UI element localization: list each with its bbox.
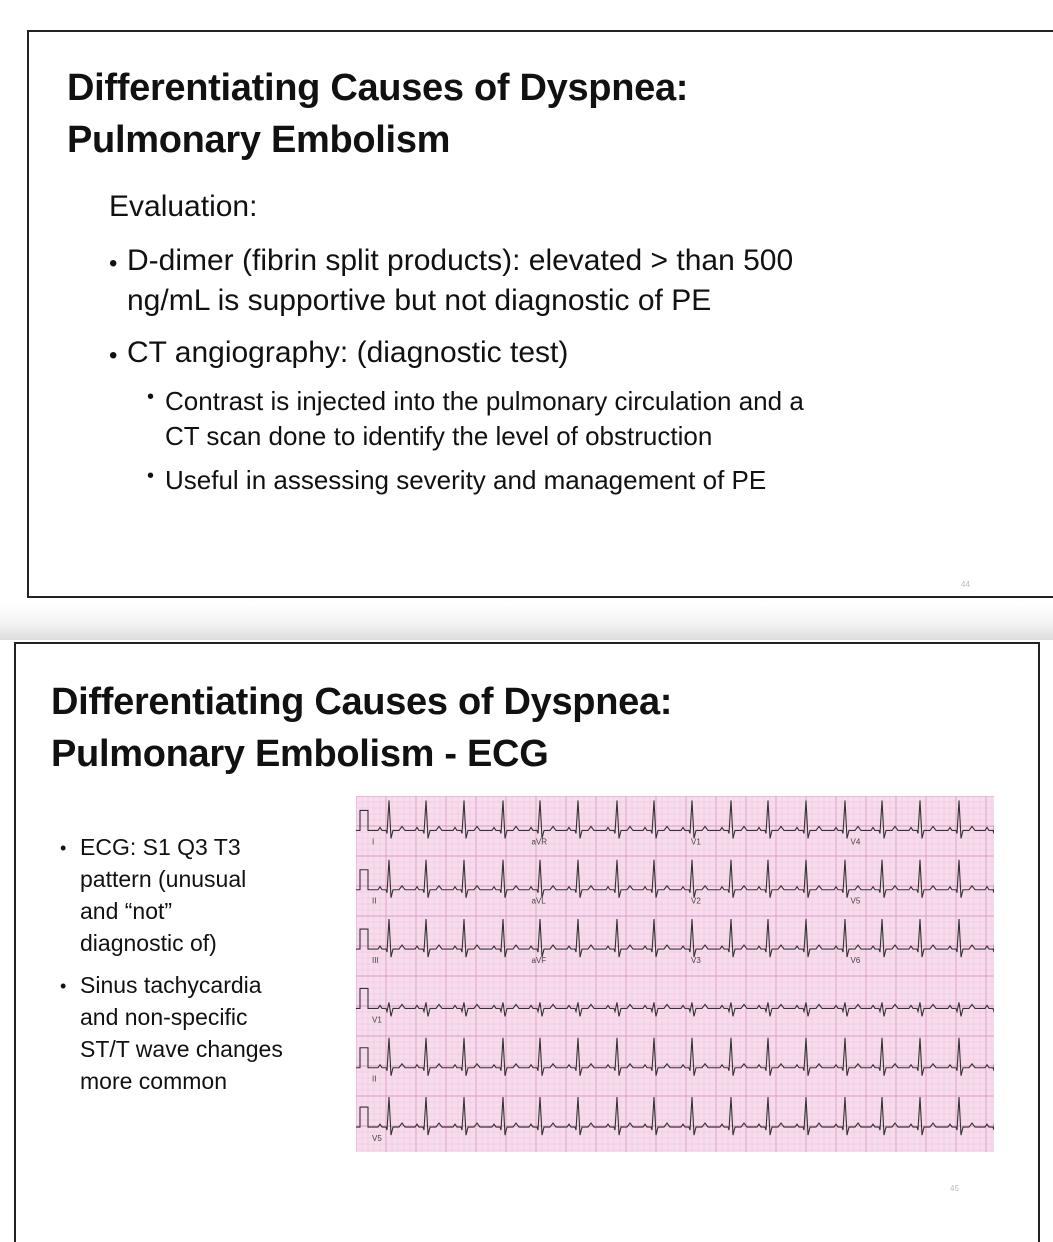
bullet-sinus-line1: Sinus tachycardia xyxy=(80,972,262,998)
ecg-lead-label: V5 xyxy=(372,1134,382,1144)
bullet-ecg-line3: and “not” xyxy=(80,898,173,924)
ecg-strip-image xyxy=(356,796,994,1152)
bullet-sinus-line2: and non-specific xyxy=(80,1004,248,1030)
bullet-d-dimer-line2: ng/mL is supportive but not diagnostic of PE xyxy=(127,284,712,317)
bullet-dot: • xyxy=(60,838,67,858)
ecg-lead-label: aVR xyxy=(531,837,548,847)
page-number: 45 xyxy=(950,1184,959,1193)
bullet-dot: • xyxy=(109,342,118,369)
ecg-lead-label: V1 xyxy=(372,1015,382,1025)
ecg-lead-label: V2 xyxy=(691,896,701,906)
sub-bullet-dot: • xyxy=(147,465,155,487)
ecg-lead-label: aVL xyxy=(531,896,546,906)
bullet-dot: • xyxy=(60,976,67,996)
ecg-lead-label: V6 xyxy=(850,956,861,966)
bullet-ecg-line2: pattern (unusual xyxy=(80,866,247,892)
bullet-ecg-line1: ECG: S1 Q3 T3 xyxy=(80,834,241,860)
ecg-lead-label: II xyxy=(372,896,377,906)
bullet-ecg-line4: diagnostic of) xyxy=(80,930,217,956)
bullet-ct-angiography: CT angiography: (diagnostic test) xyxy=(127,336,569,369)
ecg-lead-label: V5 xyxy=(850,896,861,906)
sub-bullet-useful: Useful in assessing severity and management of PE xyxy=(165,465,767,495)
bullet-sinus-line3: ST/T wave changes xyxy=(80,1036,283,1062)
slide-45 xyxy=(14,642,1040,1242)
ecg-lead-label: V3 xyxy=(691,956,701,966)
slide-title: Differentiating Causes of Dyspnea: Pulmonary Embolism - ECG xyxy=(51,681,673,775)
ecg-lead-label: II xyxy=(372,1074,377,1084)
ecg-lead-label: V1 xyxy=(691,837,701,847)
slide-44 xyxy=(27,30,1053,598)
ecg-lead-label: V4 xyxy=(850,837,861,847)
ecg-lead-label: I xyxy=(372,837,375,847)
page-number: 44 xyxy=(961,580,970,589)
sub-bullet-contrast-line2: CT scan done to identify the level of obstruction xyxy=(165,421,713,451)
slide-title: Differentiating Causes of Dyspnea: Pulmonary Embolism xyxy=(67,67,689,161)
bullet-sinus-line4: more common xyxy=(80,1068,227,1094)
bullet-d-dimer-line1: D-dimer (fibrin split products): elevated > than 500 xyxy=(127,244,794,277)
sub-bullet-dot: • xyxy=(147,386,155,408)
ecg-paper xyxy=(356,796,994,1152)
bullet-dot: • xyxy=(109,250,118,277)
ecg-lead-label: aVF xyxy=(531,956,547,966)
slide-separator xyxy=(0,604,1053,640)
ecg-lead-label: III xyxy=(372,956,379,966)
sub-bullet-contrast-line1: Contrast is injected into the pulmonary circulation and a xyxy=(165,386,804,416)
evaluation-heading: Evaluation: xyxy=(109,190,258,223)
